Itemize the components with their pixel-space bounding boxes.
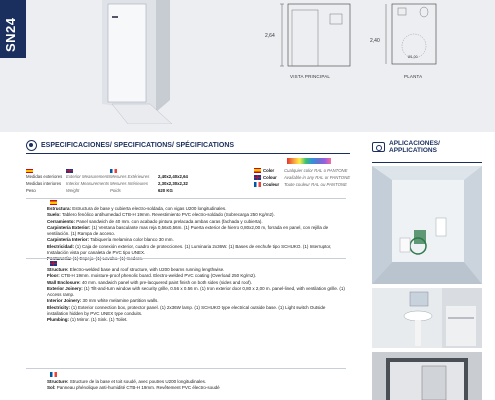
- measure-label-en: Exterior Measurements: [66, 174, 110, 179]
- color-row: [254, 175, 350, 182]
- spec-line: Exterior Joinery: (1) Tilt-and-turn window with security grille, 0.56 x 0.56 m. (1) Iron exterior door 0,80 x 2,00 m. panel-lined, with ventilation grille. (1) Access ramp.: [47, 285, 345, 298]
- measure-value: 620 KG: [158, 188, 173, 193]
- specifications-title: ESPECIFICACIONES/ SPECIFICATIONS/ SPÉCIFICATIONS: [41, 142, 235, 149]
- interior-render-photo: [372, 166, 482, 284]
- dim-turning-circle: Ø1,00: [408, 55, 418, 59]
- spec-line: Sol: Panneau phénolique anti-humidité CTB-H 19mm. Revêtement PVC électro-soudé: [47, 385, 220, 391]
- uk-flag-icon: [66, 169, 73, 174]
- uk-flag-icon: [254, 175, 261, 180]
- divider: [26, 258, 346, 259]
- color-value: Cualquier color RAL o PANTONE: [284, 168, 348, 173]
- measure-label-fr: Poids: [110, 188, 121, 193]
- divider: [26, 198, 346, 199]
- measure-row: [26, 188, 198, 195]
- divider: [372, 162, 482, 163]
- applications-title-line: APLICACIONES/: [389, 140, 440, 147]
- spec-line: Electricidad: (1) Caja de conexión exterior, cuadro de protecciones. (1) Luminaria 2x36W. (1) Bases de enchufe tipo SCHUKO. (1) Interruptor, Instalación vista por canaleta de PVC tipo UNEX.: [47, 243, 332, 256]
- technical-drawing: [238, 0, 438, 84]
- france-flag-icon: [254, 182, 261, 187]
- english-specs: [47, 267, 345, 324]
- product-code: SN24: [3, 17, 18, 52]
- camera-icon: [372, 142, 385, 152]
- french-specs: [47, 379, 345, 392]
- divider: [26, 368, 346, 369]
- divider: [26, 153, 350, 154]
- spec-line: Electricity: (1) Exterior connection box, protector panel. (1) 2x36W lamp. (1) SCHUKO type electrical outside base. (1) Light switch Outside installation hidden by PVC UNEX type conduits.: [47, 304, 326, 317]
- color-value: Available in any RAL or PANTONE: [284, 175, 351, 180]
- caption-plan-view: PLANTA: [404, 74, 423, 79]
- spain-flag-icon: [254, 168, 261, 173]
- spec-line: Structure: Structure de la base et toit soudé, avec poutres U200 longitudinales.: [47, 379, 207, 384]
- spain-flag-icon: [26, 169, 33, 174]
- dim-height-plan: 2,40: [370, 38, 380, 44]
- spec-line: Carpintería Interior: Tabiquería melamina color blanco 30 mm.: [47, 237, 174, 243]
- measure-label-es: Medidas exteriores: [26, 174, 63, 179]
- spec-line: Structure: Electro-welded base and roof structure, with U200 beams running lengthwise.: [47, 267, 225, 272]
- dim-height-front: 2,64: [265, 33, 275, 39]
- color-label: Color: [263, 168, 275, 173]
- spec-line: Interior Joinery: 30 mm white melamine partition walls.: [47, 298, 159, 304]
- specifications-header: [26, 140, 234, 151]
- spec-line: Suelo: Tablero fenólico antihumedad CTB-H 19mm. Revestimiento PVC electro-soldado (Sobrecarga 250 Kg/m2).: [47, 212, 275, 218]
- measure-label-en: Interior Measurements: [66, 181, 109, 186]
- color-label: Colour: [263, 175, 277, 180]
- color-row: [254, 182, 347, 189]
- applications-header: [372, 140, 440, 154]
- color-swatch-bar: [287, 158, 331, 164]
- spec-line: Estructura: Estructura de base y cubierta electro-soldada, con vigas U200 longitudinales.: [47, 206, 227, 211]
- measure-label-es: Medidas interiores: [26, 181, 62, 186]
- france-flag-icon: [110, 169, 117, 174]
- measure-label-en: Weight: [66, 188, 80, 193]
- spec-line: Wall Enclosure: 40 mm. sandwich panel with pre-lacquered paint finish on both sides (sides and roof).: [47, 279, 252, 285]
- spec-line: Carpintería Exterior: (1) Ventana basculante mas reja 0,56x0,56m. (1) Puerta exterior de hierro 0,80x2,00 m, forrada en panel, con rejilla de ventilación. (1) Rampa de acceso.: [47, 224, 329, 237]
- spec-line: Cerramiento: Panel sandwich de 40 mm. con acabado pintura prelacada ambas caras (fachada y cubierta).: [47, 218, 263, 224]
- applications-title-line: APPLICATIONS: [389, 147, 437, 154]
- measure-label-fr: Mesures Extérieures: [110, 174, 150, 179]
- color-row: [254, 168, 348, 175]
- measure-row: [26, 174, 198, 181]
- washbasin-photo: [372, 288, 482, 348]
- measure-label-es: Peso: [26, 188, 36, 193]
- caption-front-view: VISTA PRINCIPAL: [290, 74, 331, 79]
- exterior-cabin-photo: [372, 352, 482, 400]
- color-value: Toute couleur RAL ou PANTONE: [284, 182, 347, 187]
- spain-flag-icon: [50, 200, 57, 205]
- spec-line: Plumbing: (1) Mirror. (1) Sink. (1) Toilet.: [47, 317, 128, 323]
- spec-line: Floor: CTB-H 19mm. moisture-proof phenolic board. Electro-welded PVC coating (Overload 250 Kg/m2).: [47, 273, 257, 279]
- measure-value: 2,40x2,40x2,64: [158, 174, 188, 179]
- measure-value: 2,30x2,30x2,32: [158, 181, 188, 186]
- spanish-specs: [47, 206, 345, 263]
- measure-row: [26, 181, 198, 188]
- product-code-tab: [0, 0, 26, 58]
- measure-label-fr: Mesures Intérieures: [110, 181, 148, 186]
- france-flag-icon: [50, 372, 57, 377]
- cabin-photo: [98, 0, 172, 124]
- applications-title: [389, 140, 440, 154]
- color-label: Couleur: [263, 182, 280, 187]
- gear-icon: [26, 140, 37, 151]
- uk-flag-icon: [50, 261, 57, 266]
